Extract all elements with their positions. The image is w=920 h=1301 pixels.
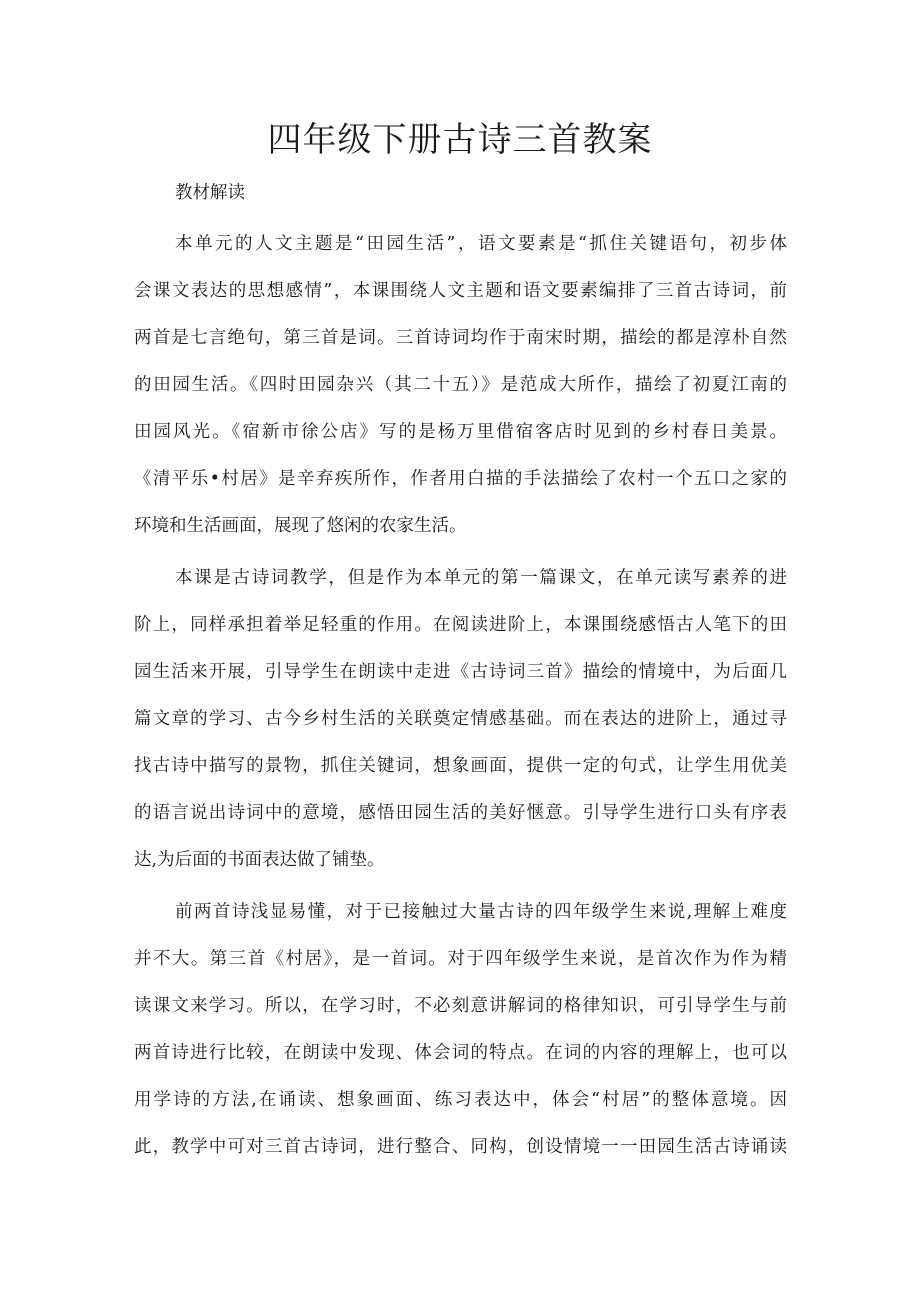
paragraph-2-line-6: 的语言说出诗词中的意境，感悟田园生活的美好惬意。引导学生进行口头有序表: [134, 803, 787, 823]
paragraph-1-line-3: 两首是七言绝句，第三首是词。三首诗词均作于南宋时期，描绘的都是淳朴自然: [134, 328, 787, 348]
paragraph-2-line-7: 达,为后面的书面表达做了铺垫。: [134, 850, 385, 870]
paragraph-3-line-4: 两首诗进行比较，在朗读中发现、体会词的特点。在词的内容的理解上，也可以: [134, 1043, 787, 1063]
paragraph-1-line-1: 本单元的人文主题是“田园生活”，语文要素是“抓住关键语句，初步体: [175, 234, 787, 254]
paragraph-1-line-7: 环境和生活画面，展现了悠闲的农家生活。: [134, 516, 467, 536]
paragraph-1-line-6: 《清平乐•村居》是辛弃疾所作，作者用白描的手法描绘了农村一个五口之家的: [134, 469, 787, 489]
paragraph-3-line-6: 此，教学中可对三首古诗词，进行整合、同构，创设情境一一田园生活古诗诵读: [134, 1137, 787, 1157]
paragraph-3-line-5: 用学诗的方法,在诵读、想象画面、练习表达中，体会“村居”的整体意境。因: [134, 1090, 787, 1110]
paragraph-1-line-4: 的田园生活。《四时田园杂兴（其二十五）》是范成大所作，描绘了初夏江南的: [134, 375, 787, 395]
paragraph-1-line-2: 会课文表达的思想感情”，本课围绕人文主题和语文要素编排了三首古诗词，前: [134, 281, 787, 301]
paragraph-3-line-1: 前两首诗浅显易懂，对于已接触过大量古诗的四年级学生来说,理解上难度: [175, 902, 787, 922]
paragraph-1-line-5: 田园风光。《宿新市徐公店》写的是杨万里借宿客店时见到的乡村春日美景。: [134, 422, 787, 442]
paragraph-3-line-3: 读课文来学习。所以，在学习时，不必刻意讲解词的格律知识，可引导学生与前: [134, 996, 787, 1016]
section-heading: 教材解读: [175, 183, 245, 203]
paragraph-2-line-2: 阶上，同样承担着举足轻重的作用。在阅读进阶上，本课围绕感悟古人笔下的田: [134, 615, 787, 635]
paragraph-2-line-5: 找古诗中描写的景物，抓住关键词，想象画面，提供一定的句式，让学生用优美: [134, 756, 787, 776]
paragraph-3-line-2: 并不大。第三首《村居》，是一首词。对于四年级学生来说，是首次作为作为精: [134, 949, 787, 969]
paragraph-2-line-4: 篇文章的学习、古今乡村生活的关联奠定情感基础。而在表达的进阶上，通过寻: [134, 709, 787, 729]
paragraph-2-line-1: 本课是古诗词教学，但是作为本单元的第一篇课文，在单元读写素养的进: [175, 568, 787, 588]
paragraph-2-line-3: 园生活来开展，引导学生在朗读中走进《古诗词三首》描绘的情境中，为后面几: [134, 662, 787, 682]
document-title: 四年级下册古诗三首教案: [267, 120, 653, 160]
